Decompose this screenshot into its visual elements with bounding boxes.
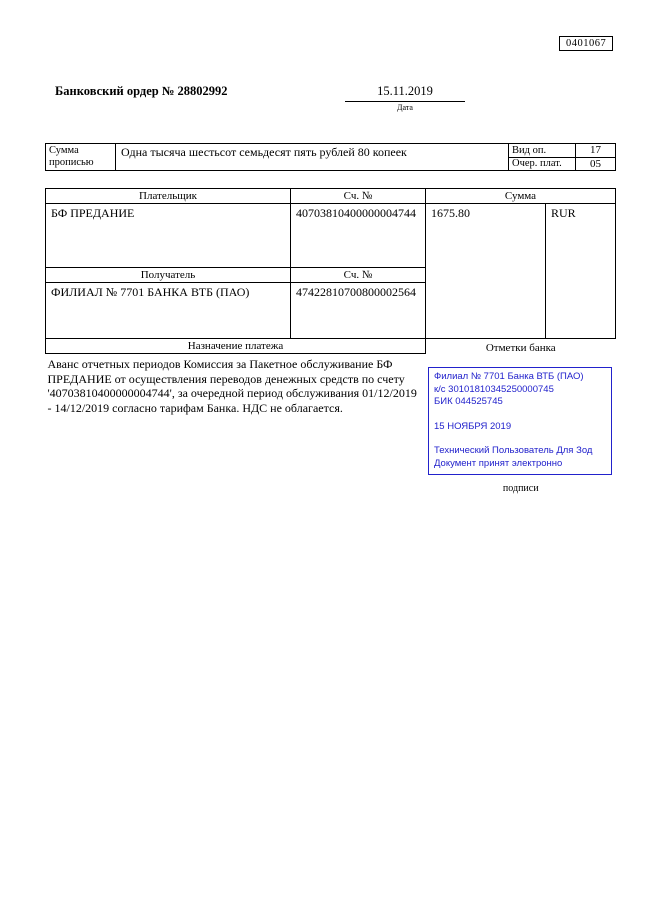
recipient-name: ФИЛИАЛ № 7701 БАНКА ВТБ (ПАО)	[46, 283, 291, 339]
stamp-corr-account: к/с 30101810345250000745	[434, 383, 554, 395]
stamp-date: 15 НОЯБРЯ 2019	[434, 420, 512, 432]
op-type-label: Вид оп.	[509, 144, 576, 158]
bank-stamp	[428, 367, 612, 475]
stamp-bik: БИК 044525745	[434, 396, 503, 408]
amount-in-words-label: Сумма прописью	[46, 144, 116, 171]
main-table	[45, 188, 616, 524]
bank-marks-header: Отметки банка	[485, 342, 556, 355]
purpose-text: Аванс отчетных периодов Комиссия за Пакетное обслуживание БФ ПРЕДАНИЕ от осуществления переводов денежных средств по счету '40703810400000004744', за очередной период обслуживания 01/12/2019 - 14/12/2019 согласно тарифам Банка. НДС не облагается.	[47, 357, 417, 415]
recipient-account: 47422810700800002564	[291, 283, 426, 339]
amount-in-words-value: Одна тысяча шестьсот семьдесят пять рублей 80 копеек	[116, 144, 509, 171]
op-type-value: 17	[576, 144, 616, 158]
payment-priority-value: 05	[576, 157, 616, 171]
stamp-bank-name: Филиал № 7701 Банка ВТБ (ПАО)	[434, 371, 584, 383]
recipient-header: Получатель	[46, 268, 291, 283]
stamp-status: Документ принят электронно	[434, 457, 563, 469]
recipient-account-label: Сч. №	[291, 268, 426, 283]
date-block	[345, 84, 465, 112]
payer-name: БФ ПРЕДАНИЕ	[46, 204, 291, 268]
date-label: Дата	[397, 103, 413, 112]
form-code-box: 0401067	[559, 36, 613, 51]
amount-currency: RUR	[546, 204, 616, 339]
payer-account-label: Сч. №	[291, 189, 426, 204]
purpose-header: Назначение платежа	[46, 339, 426, 354]
stamp-user: Технический Пользователь Для Зод	[434, 445, 593, 457]
document-body	[45, 143, 615, 524]
payer-account: 40703810400000004744	[291, 204, 426, 268]
bank-marks-area	[426, 339, 616, 524]
date-value: 15.11.2019	[345, 84, 465, 102]
amount-in-words-table	[45, 143, 616, 171]
amount-header: Сумма	[426, 189, 616, 204]
signatures-label: подписи	[502, 483, 539, 495]
document-title: Банковский ордер № 28802992	[55, 84, 228, 98]
amount-value: 1675.80	[426, 204, 546, 339]
payment-priority-label: Очер. плат.	[509, 157, 576, 171]
payer-header: Плательщик	[46, 189, 291, 204]
